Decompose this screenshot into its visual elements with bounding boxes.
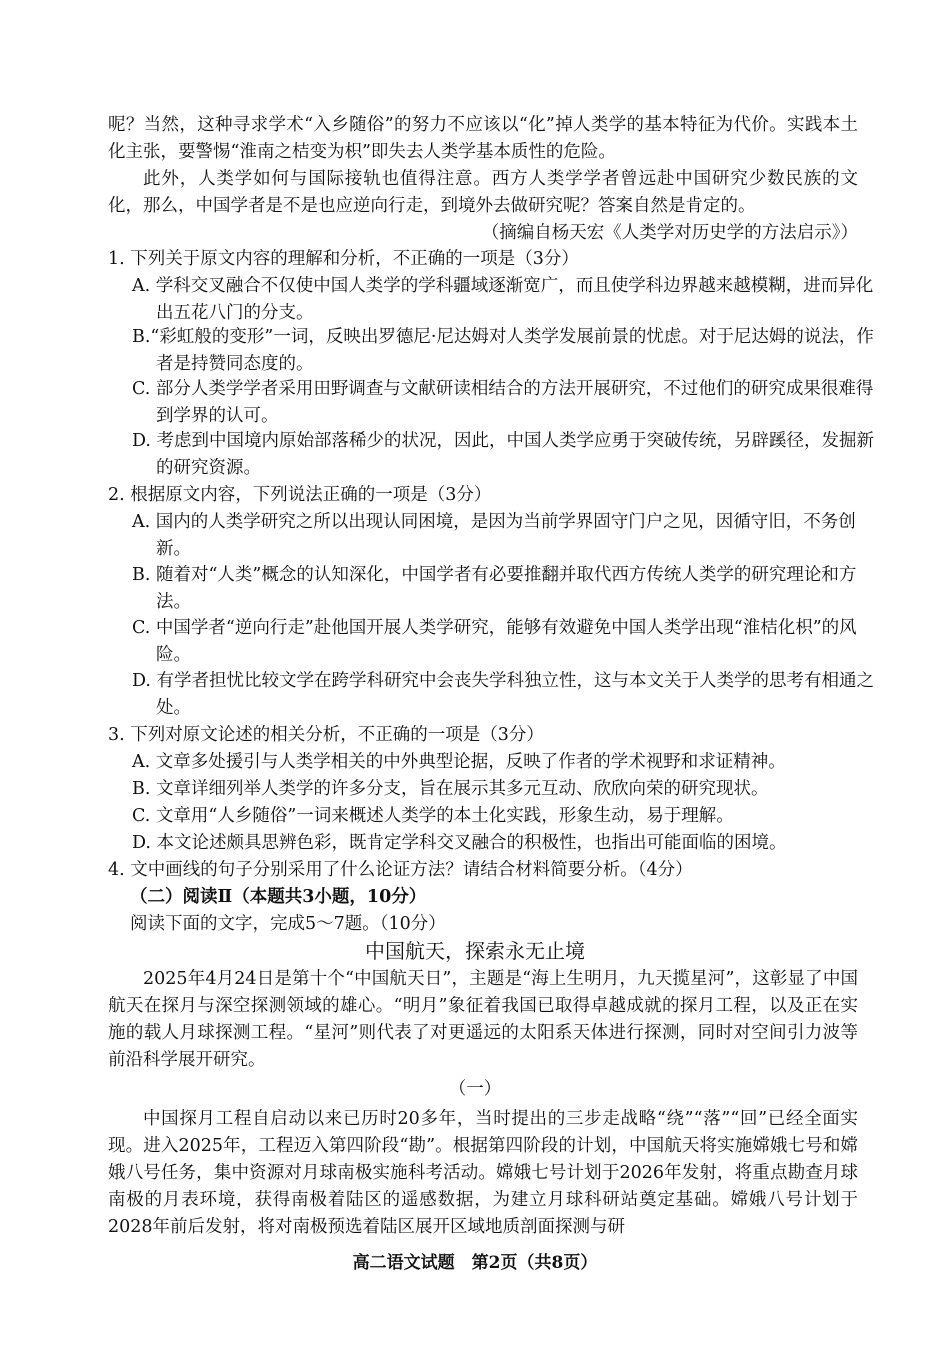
question-stem: 3. 下列对原文论述的相关分析，不正确的一项是（3分） xyxy=(108,725,544,745)
question-option: A. 文章多处援引与人类学相关的中外典型论据，反映了作者的学术视野和求证精神。 xyxy=(132,752,786,772)
question-option: B. 随着对“人类”概念的认知深化，中国学者有必要推翻并取代西方传统人类学的研究理论和方法。 xyxy=(132,565,857,612)
section-instruction: 阅读下面的文字，完成5～7题。（10分） xyxy=(130,914,446,934)
question-option: B.“彩虹般的变形”一词，反映出罗德尼·尼达姆对人类学发展前景的忧虑。对于尼达姆的说法，作者是持赞同态度的。 xyxy=(132,327,874,374)
passage-paragraph: 此外，人类学如何与国际接轨也值得注意。西方人类学学者曾远赴中国研究少数民族的文化，那么，中国学者是不是也应逆向行走，到境外去做研究呢？答案自然是肯定的。 xyxy=(108,169,858,216)
article-title: 中国航天，探索永无止境 xyxy=(365,939,585,963)
passage-paragraph: 呢？当然，这种寻求学术“入乡随俗”的努力不应该以“化”掉人类学的基本特征为代价。实践本土化主张，要警惕“淮南之桔变为枳”即失去人类学基本质性的危险。 xyxy=(108,115,858,162)
question-option: B. 文章详细列举人类学的许多分支，旨在展示其多元互动、欣欣向荣的研究现状。 xyxy=(132,779,769,799)
question-stem: 1. 下列关于原文内容的理解和分析，不正确的一项是（3分） xyxy=(108,249,579,269)
question-option: C. 部分人类学学者采用田野调查与文献研读相结合的方法开展研究，不过他们的研究成果很难得到学界的认可。 xyxy=(132,379,874,426)
question-option: C. 文章用“人乡随俗”一词来概述人类学的本土化实践，形象生动，易于理解。 xyxy=(132,806,734,826)
passage-source: （摘编自杨天宏《人类学对历史学的方法启示》） xyxy=(481,223,858,243)
question-stem: 2. 根据原文内容，下列说法正确的一项是（3分） xyxy=(108,485,492,505)
article-paragraph: 2025年4月24日是第十个“中国航天日”，主题是“海上生明月，九天揽星河”，这彰显了中国航天在探月与深空探测领域的雄心。“明月”象征着我国已取得卓越成就的探月工程，以及正在实施的载人月球探测工程。“星河”则代表了对更遥远的太阳系天体进行探测，同时对空间引力波等前沿科学展开研究。 xyxy=(108,969,858,1070)
question-stem: 4. 文中画线的句子分别采用了什么论证方法？请结合材料简要分析。（4分） xyxy=(108,860,693,880)
question-option: A. 国内的人类学研究之所以出现认同困境，是因为当前学界固守门户之见，因循守旧，不务创新。 xyxy=(132,512,856,559)
part-label: （一） xyxy=(448,1079,502,1099)
question-option: A. 学科交叉融合不仅使中国人类学的学科疆域逐渐宽广，而且使学科边界越来越模糊，进而异化出五花八门的分支。 xyxy=(132,276,874,323)
question-option: D. 本文论述颇具思辨色彩，既肯定学科交叉融合的积极性，也指出可能面临的困境。 xyxy=(132,833,787,853)
question-option: C. 中国学者“逆向行走”赴他国开展人类学研究，能够有效避免中国人类学出现“淮桔化枳”的风险。 xyxy=(132,618,857,665)
page-footer: 高二语文试题 第2页（共8页） xyxy=(352,1253,598,1273)
question-option: D. 有学者担忧比较文学在跨学科研究中会丧失学科独立性，这与本文关于人类学的思考有相通之处。 xyxy=(132,671,875,718)
article-paragraph: 中国探月工程自启动以来已历时20多年，当时提出的三步走战略“绕”“落”“回”已经全面实现。进入2025年，工程迈入第四阶段“勘”。根据第四阶段的计划，中国航天将实施嫦娥七号和嫦娥八号任务，集中资源对月球南极实施科考活动。嫦娥七号计划于2026年发射，将重点勘查月球南极的月表环境，获得南极着陆区的遥感数据，为建立月球科研站奠定基础。嫦娥八号计划于2028年前后发射，将对南极预选着陆区展开区域地质剖面探测与研 xyxy=(108,1109,858,1237)
section-heading: （二）阅读Ⅱ（本题共3小题，10分） xyxy=(130,887,427,907)
question-option: D. 考虑到中国境内原始部落稀少的状况，因此，中国人类学应勇于突破传统，另辟蹊径，发掘新的研究资源。 xyxy=(132,431,875,478)
